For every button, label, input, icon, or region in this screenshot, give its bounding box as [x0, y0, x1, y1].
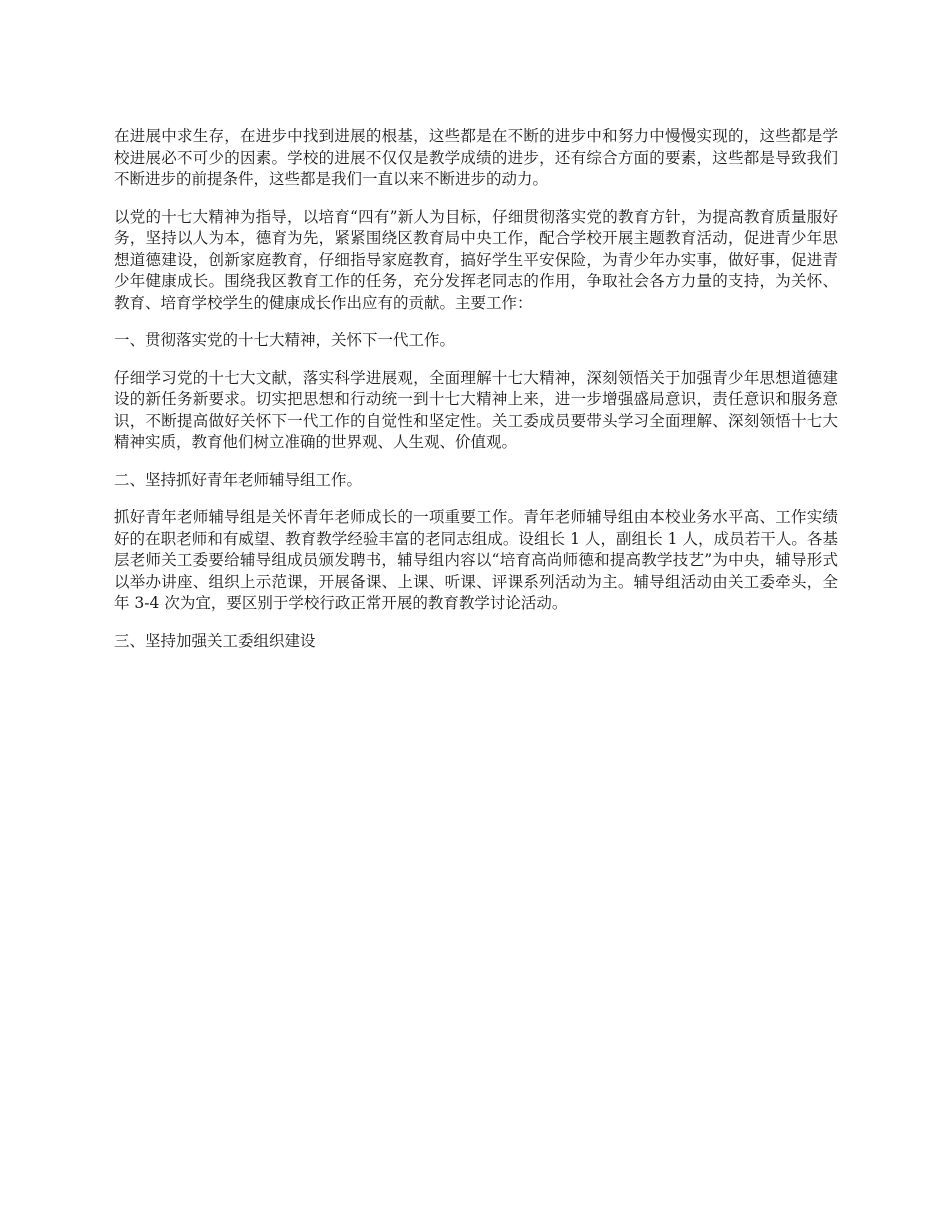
section-heading-3: 三、坚持加强关工委组织建设: [114, 631, 316, 650]
paragraph-intro: 在进展中求生存，在进步中找到进展的根基，这些都是在不断的进步中和努力中慢慢实现的，这些都是学校进展必不可少的因素。学校的进展不仅仅是教学成绩的进步，还有综合方面的要素，这些都是导致我们不断进步的前提条件，这些都是我们一直以来不断进步的动力。: [114, 127, 838, 188]
paragraph-section-2: 抓好青年老师辅导组是关怀青年老师成长的一项重要工作。青年老师辅导组由本校业务水平高、工作实绩好的在职老师和有威望、教育教学经验丰富的老同志组成。设组长 1 人，副组长 1 人，成员若干人。各基层老师关工委要给辅导组成员颁发聘书，辅导组内容以“培育高尚师德和提高教学技艺”为中央，辅导形式以举办讲座、组织上示范课，开展备课、上课、听课、评课系列活动为主。辅导组活动由关工委牵头，全年 3-4 次为宜，要区别于学校行政正常开展的教育教学讨论活动。: [114, 508, 838, 612]
document-body: [114, 126, 838, 668]
paragraph-guiding-principles: 以党的十七大精神为指导，以培育“四有”新人为目标，仔细贯彻落实党的教育方针，为提高教育质量服好务，坚持以人为本，德育为先，紧紧围绕区教育局中央工作，配合学校开展主题教育活动，促进青少年思想道德建设，创新家庭教育，仔细指导家庭教育，搞好学生平安保险，为青少年办实事，做好事，促进青少年健康成长。围绕我区教育工作的任务，充分发挥老同志的作用，争取社会各方力量的支持，为关怀、教育、培育学校学生的健康成长作出应有的贡献。主要工作：: [114, 207, 838, 312]
section-heading-1: 一、贯彻落实党的十七大精神，关怀下一代工作。: [114, 331, 456, 349]
paragraph-section-1: 仔细学习党的十七大文献，落实科学进展观，全面理解十七大精神，深刻领悟关于加强青少年思想道德建设的新任务新要求。切实把思想和行动统一到十七大精神上来，进一步增强盛局意识，责任意识和服务意识，不断提高做好关怀下一代工作的自觉性和坚定性。关工委成员要带头学习全面理解、深刻领悟十七大精神实质，教育他们树立准确的世界观、人生观、价值观。: [114, 368, 838, 451]
section-heading-2: 二、坚持抓好青年老师辅导组工作。: [114, 470, 363, 489]
